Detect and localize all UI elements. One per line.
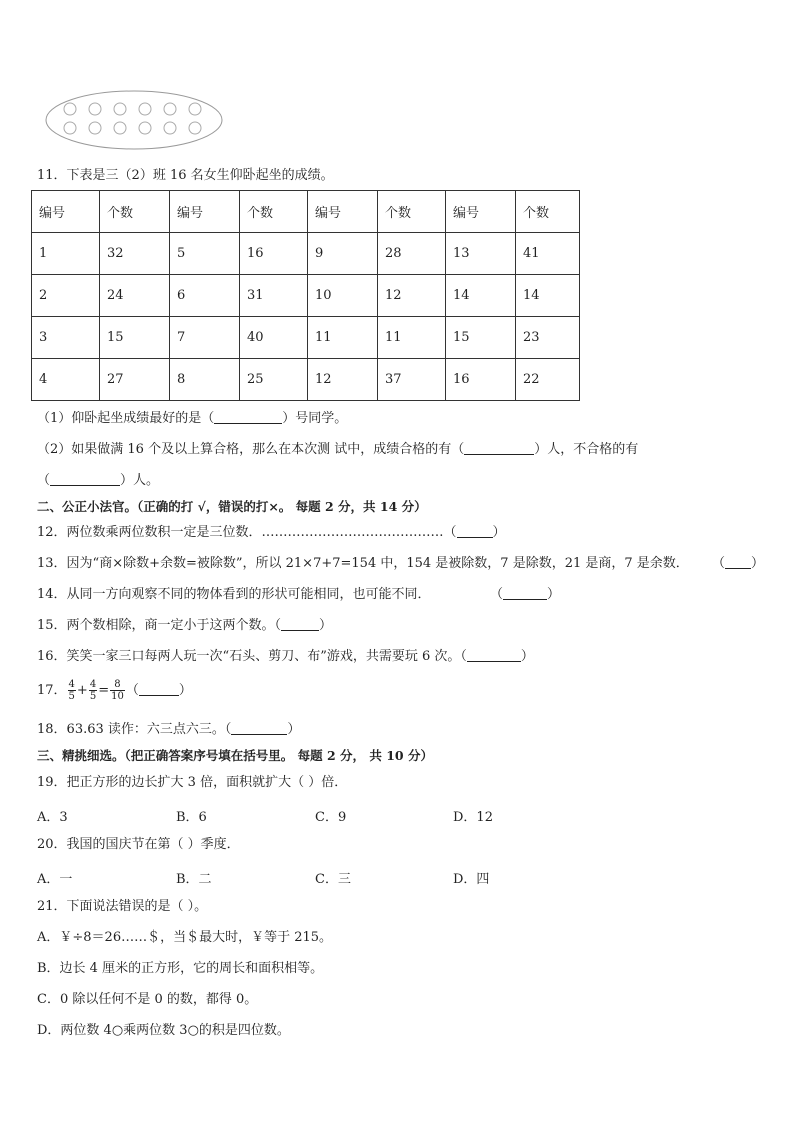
q21-option-a[interactable]: A．￥÷8＝26……＄，当＄最大时，￥等于 215。 xyxy=(37,930,333,945)
q14-text: 14．从同一方向观察不同的物体看到的形状可能相同，也可能不同． xyxy=(37,587,431,602)
fraction-numerator: 8 xyxy=(110,679,125,691)
table-header-cell: 编号 xyxy=(308,191,378,233)
fraction xyxy=(68,679,76,702)
table-cell: 3 xyxy=(32,317,100,359)
table-cell: 10 xyxy=(308,275,378,317)
close-paren: ） xyxy=(178,683,192,698)
table-row xyxy=(32,359,580,401)
table-cell: 4 xyxy=(32,359,100,401)
table-cell: 13 xyxy=(446,233,516,275)
answer-blank[interactable] xyxy=(464,442,534,455)
table-cell: 27 xyxy=(100,359,170,401)
q13-answer xyxy=(712,556,764,572)
q19-option-b[interactable]: B．6 xyxy=(176,810,207,825)
fraction-denominator: 5 xyxy=(89,691,97,702)
q19-option-a[interactable]: A．3 xyxy=(37,810,68,825)
table-header-cell: 个数 xyxy=(100,191,170,233)
q12 xyxy=(37,525,506,541)
q11-sub1 xyxy=(37,411,347,427)
table-cell: 6 xyxy=(170,275,240,317)
section3-heading: 三、精挑细选。（把正确答案序号填在括号里。 每题 2 分， 共 10 分） xyxy=(37,748,433,763)
table-cell: 31 xyxy=(240,275,308,317)
q15 xyxy=(37,618,332,634)
q20-option-a[interactable]: A．一 xyxy=(37,872,73,887)
table-row xyxy=(32,275,580,317)
scores-table xyxy=(31,190,580,401)
open-paren: （ xyxy=(125,683,139,698)
oval-figure xyxy=(44,88,226,152)
table-cell: 41 xyxy=(516,233,580,275)
answer-blank[interactable] xyxy=(281,618,319,631)
answer-blank[interactable] xyxy=(503,587,547,600)
fraction xyxy=(110,679,125,702)
q11-sub2-cont xyxy=(37,473,159,489)
q17 xyxy=(37,678,192,704)
q11-sub2 xyxy=(37,442,638,458)
fraction-numerator: 4 xyxy=(68,679,75,690)
q21-option-c[interactable]: C．0 除以任何不是 0 的数，都得 0。 xyxy=(37,992,258,1007)
table-cell: 16 xyxy=(240,233,308,275)
table-cell: 32 xyxy=(100,233,170,275)
open-paren: （ xyxy=(37,473,51,488)
q18-text: 18．63.63 读作：六三点六三。（ xyxy=(37,722,232,737)
q17-label: 17． xyxy=(37,683,67,698)
table-cell: 23 xyxy=(516,317,580,359)
q15-text: 15．两个数相除，商一定小于这两个数。（ xyxy=(37,618,282,633)
table-cell: 7 xyxy=(170,317,240,359)
table-cell: 25 xyxy=(240,359,308,401)
q14 xyxy=(37,587,431,603)
close-paren: ） xyxy=(492,525,506,540)
q19-option-c[interactable]: C．9 xyxy=(315,810,347,825)
q19: 19．把正方形的边长扩大 3 倍，面积就扩大（ ）倍． xyxy=(37,775,348,790)
close-paren: ） xyxy=(751,556,765,571)
table-cell: 11 xyxy=(308,317,378,359)
q13-text: 13．因为“商×除数+余数=被除数”，所以 21×7+7=154 中，154 是被除数，7 是除数，21 是商，7 是余数． xyxy=(37,556,689,571)
table-header-cell: 个数 xyxy=(240,191,308,233)
table-cell: 16 xyxy=(446,359,516,401)
fraction-numerator: 4 xyxy=(89,679,97,690)
table-cell: 24 xyxy=(100,275,170,317)
table-header-cell: 编号 xyxy=(446,191,516,233)
table-row xyxy=(32,317,580,359)
table-cell: 11 xyxy=(378,317,446,359)
q20-option-d[interactable]: D．四 xyxy=(453,872,490,887)
q11-sub2-text-end: ）人。 xyxy=(120,473,160,488)
table-header-row xyxy=(32,191,580,233)
table-cell: 14 xyxy=(446,275,516,317)
table-row xyxy=(32,233,580,275)
table-cell: 2 xyxy=(32,275,100,317)
q11-intro: 11．下表是三（2）班 16 名女生仰卧起坐的成绩。 xyxy=(37,168,334,183)
q21-option-d[interactable]: D．两位数 4○乘两位数 3○的积是四位数。 xyxy=(37,1023,290,1038)
table-cell: 28 xyxy=(378,233,446,275)
answer-blank[interactable] xyxy=(457,525,493,538)
table-cell: 5 xyxy=(170,233,240,275)
q20: 20．我国的国庆节在第（ ）季度． xyxy=(37,837,240,852)
table-cell: 9 xyxy=(308,233,378,275)
table-cell: 12 xyxy=(378,275,446,317)
table-cell: 12 xyxy=(308,359,378,401)
table-cell: 37 xyxy=(378,359,446,401)
q21: 21．下面说法错误的是（ ）。 xyxy=(37,899,208,914)
answer-blank[interactable] xyxy=(467,649,521,662)
table-cell: 40 xyxy=(240,317,308,359)
q11-sub2-text: （2）如果做满 16 个及以上算合格，那么在本次测 试中，成绩合格的有（ xyxy=(37,442,465,457)
fraction-denominator: 5 xyxy=(68,691,75,702)
answer-blank[interactable] xyxy=(139,683,179,696)
close-paren: ） xyxy=(319,618,333,633)
q13 xyxy=(37,556,689,572)
table-cell: 15 xyxy=(446,317,516,359)
answer-blank[interactable] xyxy=(50,473,120,486)
table-cell: 14 xyxy=(516,275,580,317)
table-cell: 22 xyxy=(516,359,580,401)
open-paren: （ xyxy=(712,556,726,571)
table-cell: 8 xyxy=(170,359,240,401)
q19-option-d[interactable]: D．12 xyxy=(453,810,493,825)
table-header-cell: 个数 xyxy=(516,191,580,233)
close-paren: ） xyxy=(287,722,301,737)
open-paren: （ xyxy=(490,587,504,602)
q16 xyxy=(37,649,534,665)
q20-option-b[interactable]: B．二 xyxy=(176,872,212,887)
equals-sign: = xyxy=(98,683,110,698)
q20-option-c[interactable]: C．三 xyxy=(315,872,351,887)
q11-sub2-text-mid: ）人，不合格的有 xyxy=(534,442,639,457)
q14-answer xyxy=(490,587,560,603)
fraction-denominator: 10 xyxy=(111,691,124,702)
table-header-cell: 编号 xyxy=(170,191,240,233)
answer-blank[interactable] xyxy=(725,556,751,569)
close-paren: ） xyxy=(520,649,534,664)
q21-option-b[interactable]: B．边长 4 厘米的正方形，它的周长和面积相等。 xyxy=(37,961,324,976)
plus-sign: + xyxy=(76,683,88,698)
table-header-cell: 编号 xyxy=(32,191,100,233)
table-cell: 1 xyxy=(32,233,100,275)
close-paren: ） xyxy=(547,587,561,602)
q11-sub1-text: （1）仰卧起坐成绩最好的是（ xyxy=(37,411,215,426)
q18 xyxy=(37,722,300,738)
section2-heading: 二、公正小法官。（正确的打 √，错误的打×。 每题 2 分，共 14 分） xyxy=(37,499,427,514)
q12-text: 12．两位数乘两位数积一定是三位数．……………………………………（ xyxy=(37,525,457,540)
q16-text: 16．笑笑一家三口每两人玩一次“石头、剪刀、布”游戏，共需要玩 6 次。（ xyxy=(37,649,467,664)
fraction xyxy=(89,679,97,702)
q11-sub1-text-end: ）号同学。 xyxy=(282,411,348,426)
table-header-cell: 个数 xyxy=(378,191,446,233)
answer-blank[interactable] xyxy=(231,722,287,735)
answer-blank[interactable] xyxy=(214,411,282,424)
table-cell: 15 xyxy=(100,317,170,359)
